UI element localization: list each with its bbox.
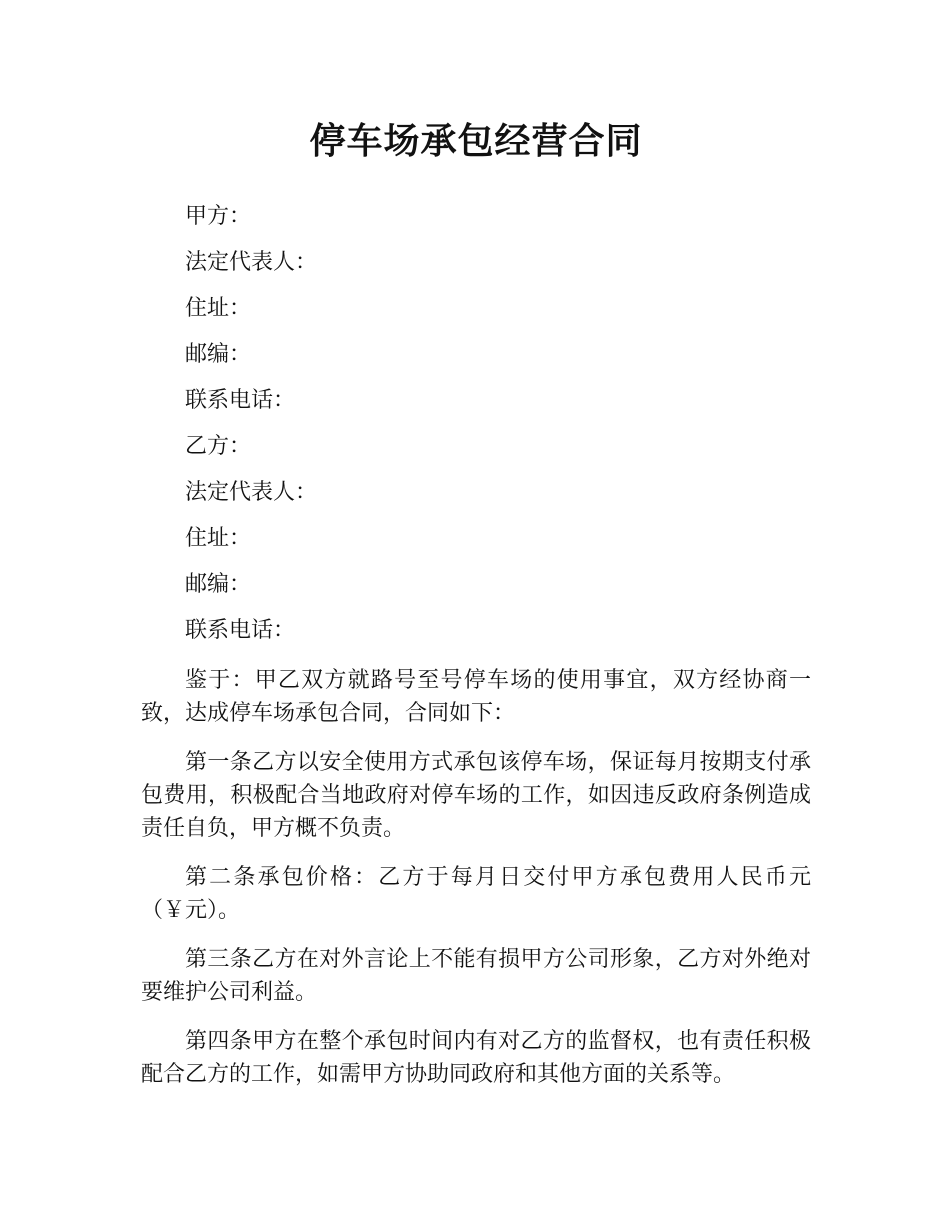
document-content: [141, 113, 811, 1107]
document-title: 停车场承包经营合同: [309, 121, 643, 162]
party-b-phone-label: 联系电话：: [185, 618, 296, 643]
clause-4-paragraph: 第四条甲方在整个承包时间内有对乙方的监督权，也有责任积极配合乙方的工作，如需甲方协助同政府和其他方面的关系等。: [141, 1029, 811, 1087]
party-a-address-label: 住址：: [185, 296, 252, 321]
party-b-name-label: 乙方：: [185, 434, 252, 459]
party-a-postcode-label: 邮编：: [185, 342, 252, 367]
clause-2-paragraph: 第二条承包价格：乙方于每月日交付甲方承包费用人民币元（￥元）。: [141, 865, 811, 923]
party-a-phone-label: 联系电话：: [185, 388, 296, 413]
clause-3-paragraph: 第三条乙方在对外言论上不能有损甲方公司形象，乙方对外绝对要维护公司利益。: [141, 947, 811, 1005]
party-b-section: [141, 434, 811, 664]
party-b-representative-label: 法定代表人：: [185, 480, 318, 505]
party-a-name-label: 甲方：: [185, 204, 252, 229]
party-b-postcode-label: 邮编：: [185, 572, 252, 597]
party-a-section: [141, 204, 811, 434]
clause-1-paragraph: 第一条乙方以安全使用方式承包该停车场，保证每月按期支付承包费用，积极配合当地政府对停车场的工作，如因违反政府条例造成责任自负，甲方概不负责。: [141, 750, 811, 841]
contract-clauses: [141, 664, 811, 1091]
party-b-address-label: 住址：: [185, 526, 252, 551]
preamble-paragraph: 鉴于：甲乙双方就路号至号停车场的使用事宜，双方经协商一致，达成停车场承包合同，合同如下：: [141, 668, 811, 726]
party-a-representative-label: 法定代表人：: [185, 250, 318, 275]
